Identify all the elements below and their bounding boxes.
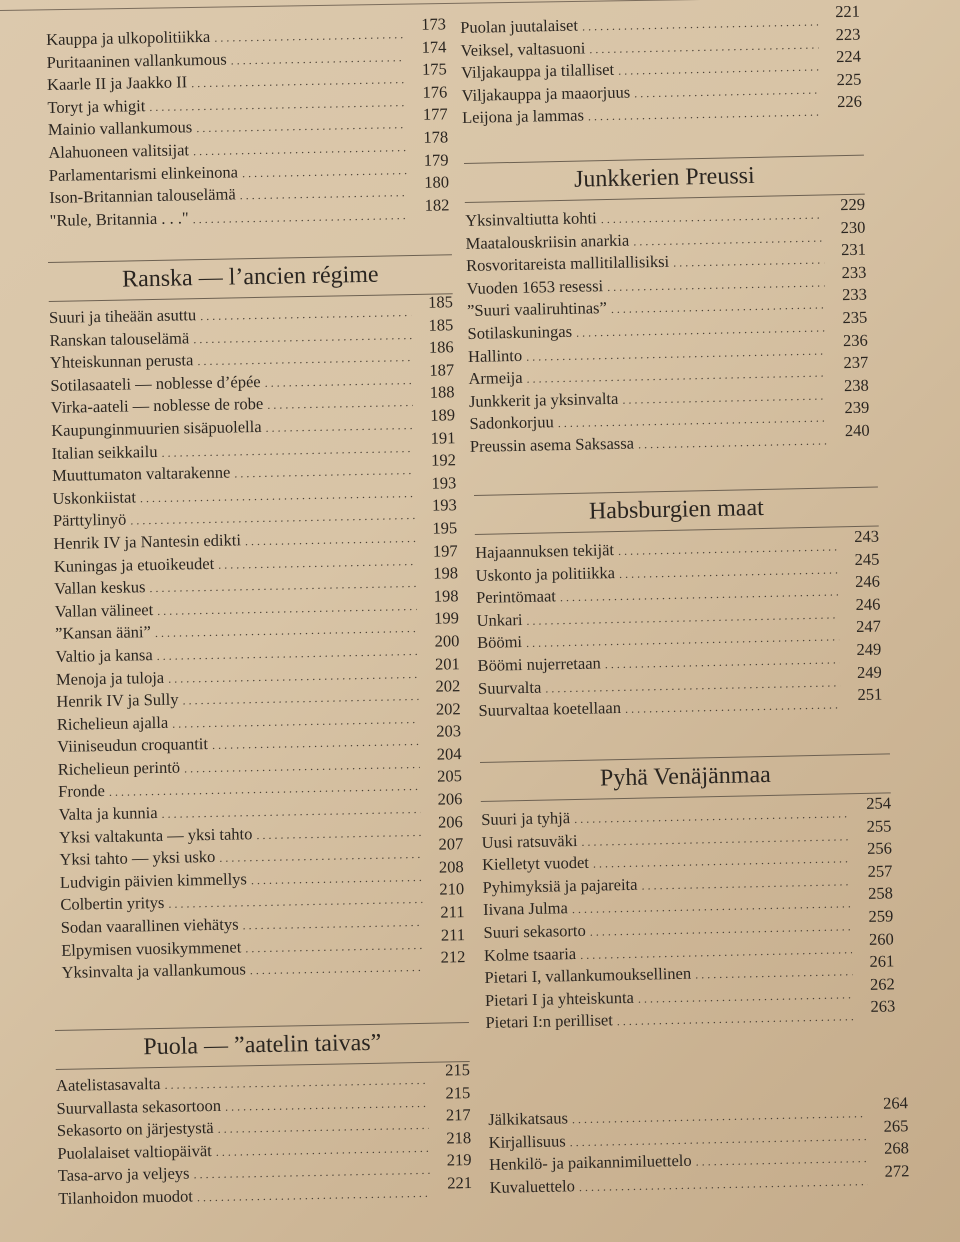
- entry-title: Tasa-arvo ja veljeys: [57, 1163, 190, 1186]
- entry-page-number: 202: [435, 676, 461, 696]
- section-preussi: [464, 155, 870, 460]
- dot-leader: [526, 366, 826, 387]
- entry-title: Parlamentarismi elinkeinona: [48, 161, 239, 185]
- dot-leader: [634, 82, 820, 101]
- entry-page-number: 233: [841, 262, 867, 282]
- dot-leader: [231, 50, 405, 68]
- entry-page-number: 207: [438, 834, 464, 854]
- dot-leader: [149, 95, 405, 115]
- dot-leader: [200, 305, 411, 324]
- entry-title: Mainio vallankumous: [47, 117, 193, 140]
- entry-page-number: 205: [437, 766, 463, 787]
- dot-leader: [256, 825, 421, 843]
- entry-title: Yksi tahto — yksi usko: [59, 847, 216, 870]
- dot-leader: [267, 395, 413, 413]
- entry-page-number: 221: [835, 1, 861, 22]
- entry-title: Henrik IV ja Sully: [56, 689, 179, 712]
- entry-title: Sotilaskuningas: [467, 321, 573, 343]
- entry-title: Ison-Britannian talouselämä: [49, 184, 236, 208]
- dot-leader: [234, 463, 414, 481]
- entry-title: Hallinto: [467, 345, 523, 366]
- entry-title: Kuvaluettelo: [489, 1175, 576, 1197]
- dot-leader: [212, 734, 420, 753]
- entry-page-number: 197: [432, 540, 458, 561]
- entry-page-number: 195: [432, 518, 458, 538]
- entry-title: Leijona ja lammas: [461, 105, 585, 128]
- dot-leader: [579, 1174, 868, 1195]
- entry-page-number: 187: [429, 360, 455, 380]
- entry-title: Maatalouskriisin anarkia: [465, 230, 630, 253]
- entry-page-number: 251: [857, 684, 883, 705]
- entry-title: Colbertin yritys: [60, 893, 165, 915]
- entry-title: Italian seikkailu: [51, 441, 158, 463]
- entry-title: Suuri sekasorto: [483, 920, 586, 942]
- entry-title: Suurvaltaa koetellaan: [478, 698, 622, 721]
- dot-leader: [593, 851, 850, 871]
- entry-title: Henkilö- ja paikannimiluettelo: [488, 1150, 692, 1175]
- entry-title: Vallan välineet: [54, 599, 154, 621]
- entry-page-number: 257: [867, 861, 893, 881]
- entry-title: Armeija: [468, 367, 523, 389]
- entry-page-number: 178: [423, 127, 449, 147]
- entry-title: Yksinvaltiutta kohti: [465, 208, 597, 230]
- entry-title: Ludvigin päivien kimmellys: [59, 869, 248, 892]
- entry-title: Puritaaninen vallankumous: [46, 49, 227, 72]
- dot-leader: [622, 388, 827, 407]
- entry-title: Virka-aateli — noblesse de robe: [50, 394, 264, 418]
- entry-title: Puolalaiset valtiopäivät: [57, 1140, 212, 1163]
- dot-leader: [576, 320, 826, 340]
- dot-leader: [182, 689, 418, 709]
- dot-leader: [572, 1106, 866, 1127]
- dot-leader: [618, 539, 837, 559]
- entry-title: Richelieun ajalla: [56, 712, 169, 734]
- entry-page-number: 239: [844, 397, 870, 418]
- dot-leader: [574, 806, 849, 827]
- entry-page-number: 240: [844, 420, 870, 441]
- entry-title: Viiniseudun croquantit: [57, 734, 209, 757]
- dot-leader: [130, 508, 415, 528]
- dot-leader: [617, 1010, 854, 1030]
- dot-leader: [638, 987, 853, 1007]
- dot-leader: [589, 37, 819, 57]
- entry-page-number: 176: [422, 82, 448, 102]
- entry-title: Fronde: [57, 781, 106, 802]
- dot-leader: [161, 441, 413, 461]
- entry-title: Menoja ja tuloja: [55, 667, 165, 689]
- entry-page-number: 201: [434, 653, 460, 674]
- dot-leader: [219, 847, 421, 866]
- dot-leader: [526, 343, 826, 364]
- dot-leader: [545, 675, 840, 696]
- entry-page-number: 219: [446, 1150, 472, 1170]
- entry-page-number: 246: [854, 571, 881, 592]
- puola-continued: [460, 1, 863, 131]
- dot-leader: [618, 60, 819, 79]
- entry-page-number: 211: [440, 902, 465, 922]
- entry-title: Sodan vaarallinen viehätys: [60, 914, 239, 937]
- entry-title: Kielletyt vuodet: [481, 852, 590, 875]
- appendix-entries: [488, 1093, 910, 1200]
- dot-leader: [265, 418, 413, 436]
- entry-title: Junkkerit ja yksinvalta: [468, 388, 619, 411]
- dot-leader: [168, 666, 418, 686]
- dot-leader: [193, 328, 411, 347]
- entry-page-number: 191: [430, 427, 456, 448]
- entry-title: Rosvoritareista mallitilallisiksi: [465, 251, 670, 276]
- dot-leader: [109, 779, 420, 800]
- dot-leader: [560, 585, 839, 606]
- entry-page-number: 263: [870, 996, 896, 1017]
- entry-page-number: 188: [429, 382, 455, 403]
- entry-page-number: 238: [843, 375, 869, 395]
- entry-title: Pietari I:n perilliset: [485, 1010, 614, 1033]
- dot-leader: [184, 757, 420, 777]
- entry-title: Pärttylinyö: [52, 509, 127, 531]
- dot-leader: [242, 163, 407, 181]
- entry-title: Suurvalta: [477, 677, 542, 698]
- entry-page-number: 255: [866, 815, 892, 836]
- entry-title: Sotilasaateli — noblesse d’épée: [50, 371, 261, 395]
- entry-page-number: 236: [842, 330, 868, 350]
- dot-leader: [193, 140, 407, 159]
- entry-title: Vuoden 1653 resessi: [466, 275, 604, 298]
- entry-title: Veiksel, valtasuoni: [460, 37, 586, 60]
- entry-page-number: 235: [842, 307, 868, 328]
- entry-page-number: 193: [431, 495, 457, 516]
- entry-title: Tilanhoidon muodot: [58, 1186, 194, 1208]
- entry-title: Böömi nujerretaan: [477, 653, 602, 675]
- entry-title: Toryt ja whigit: [47, 95, 146, 117]
- dot-leader: [245, 531, 416, 549]
- dot-leader: [641, 874, 850, 893]
- entry-page-number: 265: [883, 1115, 909, 1136]
- entry-page-number: 268: [883, 1138, 910, 1158]
- entry-title: Viljakauppa ja maaorjuus: [461, 82, 631, 105]
- entry-title: Böömi: [476, 632, 523, 653]
- dot-leader: [251, 870, 422, 888]
- entry-page-number: 246: [855, 594, 881, 614]
- entry-title: Pyhimyksiä ja pajareita: [482, 874, 638, 897]
- dot-leader: [619, 562, 838, 582]
- entry-page-number: 260: [868, 928, 894, 949]
- entry-title: Henrik IV ja Nantesin edikti: [53, 530, 242, 553]
- dot-leader: [240, 185, 408, 203]
- dot-leader: [191, 72, 405, 91]
- dot-leader: [168, 892, 422, 912]
- entry-title: Hajaannuksen tekijät: [475, 540, 615, 562]
- entry-page-number: 218: [446, 1127, 472, 1148]
- entry-title: Kauppa ja ulkopolitiikka: [46, 26, 211, 49]
- entry-title: Uskonkiistat: [52, 487, 137, 508]
- section-ranska: [48, 254, 466, 985]
- entry-page-number: 225: [836, 69, 862, 89]
- entry-title: Alahuoneen valitsijat: [48, 140, 190, 162]
- dot-leader: [526, 630, 839, 652]
- entry-page-number: 254: [866, 793, 892, 813]
- dot-leader: [625, 698, 841, 718]
- section-title: Pyhä Venäjänmaa: [599, 761, 772, 792]
- entry-title: Uskonto ja politiikka: [475, 562, 616, 585]
- venaja-entries: [481, 793, 896, 1035]
- entry-page-number: 215: [444, 1060, 471, 1080]
- entry-title: Kirjallisuus: [488, 1130, 566, 1152]
- entry-page-number: 204: [436, 744, 462, 764]
- entry-page-number: 198: [433, 563, 459, 583]
- dot-leader: [570, 1129, 867, 1150]
- entry-title: Vallan keskus: [54, 577, 146, 599]
- dot-leader: [265, 373, 413, 391]
- entry-page-number: 245: [854, 549, 880, 569]
- entry-title: Suuri ja tyhjä: [481, 808, 571, 829]
- entry-title: Uusi ratsuväki: [481, 830, 578, 852]
- dot-leader: [164, 1073, 428, 1093]
- dot-leader: [155, 621, 417, 641]
- section-heading: [55, 1022, 470, 1070]
- entry-page-number: 272: [884, 1160, 910, 1181]
- entry-page-number: 231: [840, 239, 867, 260]
- dot-leader: [218, 1118, 430, 1137]
- entry-page-number: 217: [445, 1105, 471, 1125]
- dot-leader: [588, 105, 820, 125]
- entry-page-number: 179: [423, 149, 449, 170]
- entry-page-number: 203: [436, 721, 462, 741]
- entry-title: Valtio ja kansa: [55, 644, 153, 666]
- entry-page-number: 200: [434, 631, 460, 651]
- entry-page-number: 192: [430, 450, 457, 470]
- entry-title: Sadonkorjuu: [469, 412, 554, 434]
- entry-page-number: 221: [447, 1172, 473, 1193]
- dot-leader: [193, 208, 408, 227]
- entry-page-number: 230: [840, 217, 866, 237]
- entry-page-number: 175: [421, 59, 448, 79]
- dot-leader: [558, 411, 828, 432]
- entry-page-number: 185: [428, 314, 454, 335]
- entry-page-number: 173: [421, 14, 447, 34]
- entry-page-number: 258: [867, 883, 894, 904]
- dot-leader: [161, 802, 420, 822]
- dot-leader: [157, 599, 417, 619]
- entry-page-number: 202: [435, 698, 461, 719]
- entry-page-number: 215: [445, 1082, 471, 1103]
- entry-title: Preussin asema Saksassa: [469, 433, 635, 456]
- entry-page-number: 237: [843, 352, 869, 373]
- entry-title: Kuningas ja etuoikeudet: [53, 553, 215, 576]
- entry-page-number: 177: [422, 104, 448, 125]
- entry-page-number: 243: [854, 526, 880, 547]
- entry-title: Jälkikatsaus: [488, 1108, 569, 1129]
- entry-page-number: 261: [869, 951, 895, 972]
- entry-title: Puolan juutalaiset: [460, 15, 579, 37]
- entry-page-number: 262: [869, 974, 895, 994]
- entry-page-number: 210: [439, 879, 465, 900]
- section-heading: [48, 254, 453, 302]
- entry-title: Richelieun perintö: [57, 757, 181, 779]
- dot-leader: [197, 350, 412, 369]
- england-continued-list: [46, 14, 450, 233]
- dot-leader: [172, 712, 419, 732]
- entry-page-number: 208: [438, 856, 464, 877]
- entry-page-number: 249: [856, 639, 882, 659]
- entry-title: Kaupunginmuurien sisäpuolella: [51, 416, 262, 440]
- entry-title: Perintömaat: [475, 586, 557, 608]
- dot-leader: [197, 1186, 431, 1205]
- dot-leader: [218, 554, 416, 573]
- entry-title: Suuri ja tiheään asuttu: [48, 305, 197, 327]
- dot-leader: [193, 1163, 430, 1183]
- entry-page-number: 226: [836, 91, 863, 112]
- dot-leader: [157, 644, 418, 664]
- dot-leader: [582, 15, 818, 35]
- entry-page-number: 193: [431, 472, 457, 493]
- dot-leader: [696, 1151, 868, 1170]
- puola-continued-list: [460, 1, 863, 131]
- entry-page-number: 223: [835, 24, 861, 44]
- entry-page-number: 224: [835, 46, 862, 67]
- entry-page-number: 189: [430, 405, 456, 425]
- dot-leader: [216, 1141, 430, 1160]
- entry-title: Kolme tsaaria: [483, 943, 577, 965]
- entry-title: Elpymisen vuosikymmenet: [61, 937, 242, 960]
- entry-page-number: 186: [428, 337, 454, 357]
- dot-leader: [225, 1095, 429, 1114]
- section-title: Junkkerien Preussi: [573, 162, 755, 193]
- entry-page-number: 180: [424, 172, 450, 192]
- entry-title: Ranskan talouselämä: [49, 327, 190, 350]
- dot-leader: [149, 576, 416, 596]
- dot-leader: [242, 915, 422, 933]
- dot-leader: [581, 829, 849, 850]
- entry-page-number: 264: [882, 1093, 909, 1113]
- section-title: Puola — ”aatelin taivas”: [143, 1029, 382, 1061]
- dot-leader: [605, 652, 840, 672]
- section-title: Ranska — l’ancien régime: [121, 261, 379, 293]
- preussi-entries: [465, 194, 870, 460]
- entry-page-number: 233: [841, 284, 868, 305]
- entry-title: Sekasorto on järjestystä: [56, 1118, 214, 1141]
- entry-title: Yksinvalta ja vallankumous: [61, 959, 247, 983]
- entry-title: Pietari I, vallankumouksellinen: [484, 963, 692, 988]
- dot-leader: [196, 117, 406, 136]
- entry-page-number: 247: [855, 616, 882, 637]
- entry-title: Aatelistasavalta: [55, 1073, 161, 1095]
- entry-page-number: 256: [866, 838, 893, 859]
- dot-leader: [695, 964, 853, 982]
- entry-page-number: 182: [424, 195, 450, 215]
- entry-page-number: 199: [433, 608, 460, 628]
- section-heading: [474, 487, 879, 535]
- entry-title: Yhteiskunnan perusta: [49, 350, 194, 373]
- dot-leader: [526, 607, 838, 629]
- entry-page-number: 229: [840, 194, 866, 215]
- entry-title: Suurvallasta sekasortoon: [56, 1095, 222, 1118]
- entry-page-number: 211: [440, 924, 466, 945]
- dot-leader: [638, 433, 828, 452]
- dot-leader: [245, 938, 423, 956]
- section-puola: [55, 1022, 472, 1211]
- entry-title: Kaarle II ja Jaakko II: [46, 72, 188, 95]
- entry-page-number: 212: [440, 947, 466, 967]
- left-column: [46, 14, 450, 233]
- entry-title: ”Kansan ääni”: [54, 622, 152, 644]
- entry-title: ”Suuri vaaliruhtinas”: [466, 298, 608, 321]
- entry-title: Yksi valtakunta — yksi tahto: [58, 823, 253, 847]
- dot-leader: [572, 897, 851, 918]
- dot-leader: [673, 253, 824, 271]
- section-venaja: [480, 753, 896, 1035]
- entry-page-number: 185: [427, 292, 454, 312]
- habsburg-entries: [475, 526, 883, 724]
- dot-leader: [214, 27, 404, 46]
- section-heading: [464, 155, 865, 203]
- entry-title: Muuttumaton valtarakenne: [51, 462, 231, 486]
- dot-leader: [611, 298, 826, 317]
- entry-page-number: 206: [437, 789, 463, 809]
- entry-page-number: 174: [421, 36, 447, 57]
- dot-leader: [590, 919, 852, 939]
- entry-title: Pietari I ja yhteiskunta: [484, 987, 635, 1010]
- dot-leader: [250, 960, 424, 978]
- section-habsburg: [474, 487, 883, 724]
- entry-title: Unkari: [476, 609, 523, 630]
- entry-title: Valta ja kunnia: [58, 803, 158, 824]
- dot-leader: [601, 207, 824, 227]
- dot-leader: [580, 942, 852, 963]
- ranska-entries: [48, 292, 466, 985]
- entry-title: Viljakauppa ja tilalliset: [460, 59, 615, 83]
- dot-leader: [607, 275, 825, 295]
- entry-title: Iivana Julma: [482, 898, 569, 920]
- entry-page-number: 259: [868, 906, 894, 926]
- appendix: [488, 1093, 910, 1200]
- entry-page-number: 249: [856, 662, 882, 682]
- entry-page-number: 206: [437, 811, 463, 832]
- entry-title: "Rule, Britannia . . .": [49, 208, 189, 230]
- entry-page-number: 198: [433, 585, 459, 606]
- top-rule: [0, 0, 960, 11]
- dot-leader: [633, 230, 824, 249]
- section-title: Habsburgien maat: [588, 494, 765, 525]
- puola-entries: [55, 1060, 473, 1211]
- dot-leader: [140, 486, 415, 506]
